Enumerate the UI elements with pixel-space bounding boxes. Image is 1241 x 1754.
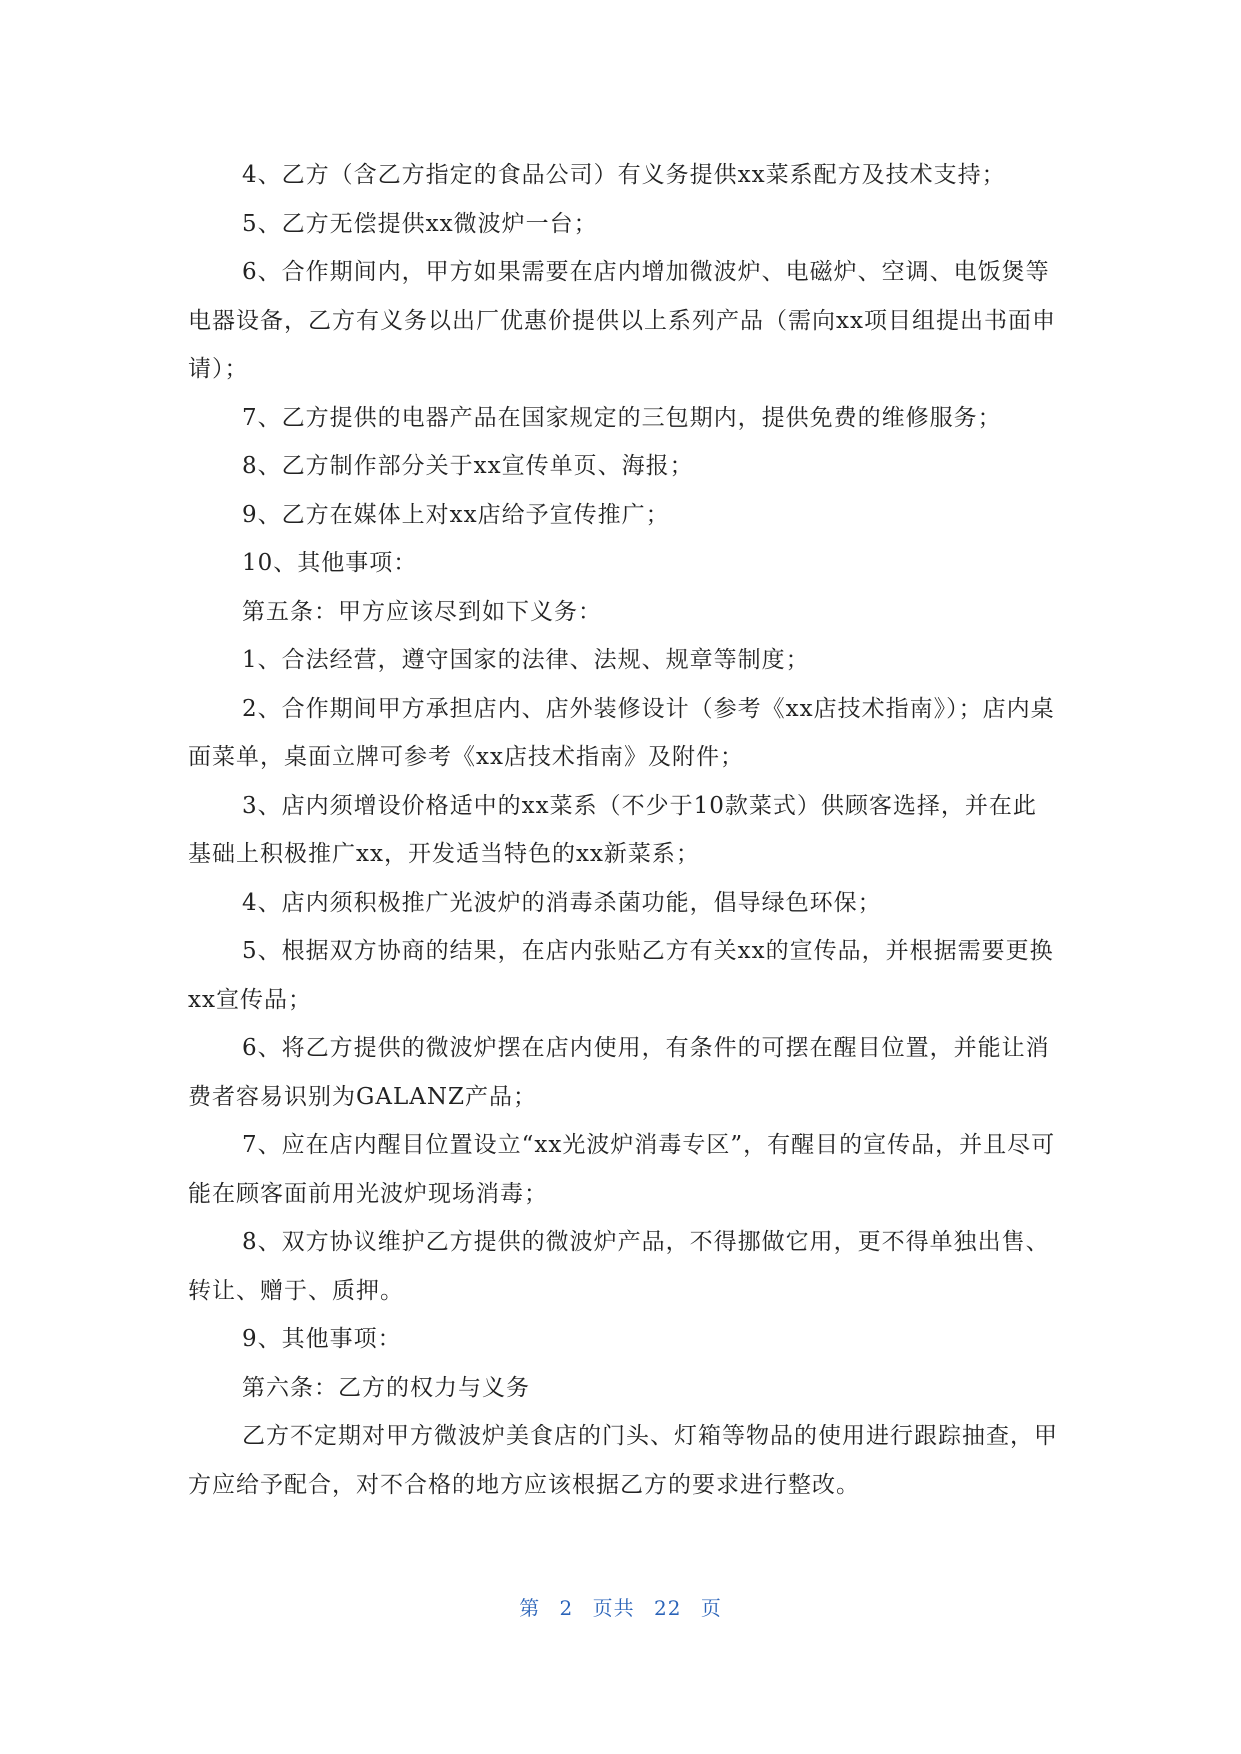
- footer-middle: 页共: [592, 1596, 635, 1620]
- paragraph: 4、乙方（含乙方指定的食品公司）有义务提供xx菜系配方及技术支持；: [242, 162, 1006, 188]
- footer-suffix: 页: [700, 1596, 722, 1620]
- paragraph: 6、将乙方提供的微波炉摆在店内使用，有条件的可摆在醒目位置，并能让消费者容易识别为GALANZ产品；: [188, 1035, 1050, 1110]
- total-page-count: 22: [654, 1596, 682, 1620]
- paragraph: 1、合法经营，遵守国家的法律、法规、规章等制度；: [242, 647, 810, 673]
- paragraph: 8、乙方制作部分关于xx宣传单页、海报；: [242, 453, 694, 479]
- paragraph: 2、合作期间甲方承担店内、店外装修设计（参考《xx店技术指南》）；店内桌面菜单，桌面立牌可参考《xx店技术指南》及附件；: [188, 695, 1055, 770]
- paragraph: 9、其他事项：: [242, 1326, 402, 1352]
- page-number-footer: [0, 1592, 1241, 1621]
- section-heading: 第六条：乙方的权力与义务: [242, 1374, 530, 1401]
- paragraph: 4、店内须积极推广光波炉的消毒杀菌功能，倡导绿色环保；: [242, 889, 882, 916]
- paragraph: 5、根据双方协商的结果，在店内张贴乙方有关xx的宣传品，并根据需要更换xx宣传品；: [188, 938, 1054, 1013]
- paragraph: 7、应在店内醒目位置设立“xx光波炉消毒专区”，有醒目的宣传品，并且尽可能在顾客面前用光波炉现场消毒；: [188, 1132, 1056, 1207]
- paragraph: 7、乙方提供的电器产品在国家规定的三包期内，提供免费的维修服务；: [242, 404, 1002, 431]
- paragraph: 9、乙方在媒体上对xx店给予宣传推广；: [242, 501, 670, 528]
- section-heading: 第五条：甲方应该尽到如下义务：: [242, 598, 602, 625]
- paragraph: 8、双方协议维护乙方提供的微波炉产品，不得挪做它用，更不得单独出售、转让、赠于、质押。: [188, 1229, 1050, 1304]
- paragraph: 3、店内须增设价格适中的xx菜系（不少于10款菜式）供顾客选择，并在此基础上积极推广xx，开发适当特色的xx新菜系；: [188, 792, 1037, 867]
- paragraph: 10、其他事项：: [242, 550, 418, 576]
- paragraph: 5、乙方无偿提供xx微波炉一台；: [242, 210, 598, 237]
- current-page-number: 2: [559, 1596, 574, 1620]
- paragraph: 6、合作期间内，甲方如果需要在店内增加微波炉、电磁炉、空调、电饭煲等电器设备，乙方有义务以出厂优惠价提供以上系列产品（需向xx项目组提出书面申请）；: [188, 259, 1056, 382]
- document-body: [188, 151, 1058, 1509]
- footer-prefix: 第: [519, 1596, 541, 1620]
- paragraph: 乙方不定期对甲方微波炉美食店的门头、灯箱等物品的使用进行跟踪抽查，甲方应给予配合，对不合格的地方应该根据乙方的要求进行整改。: [188, 1423, 1058, 1498]
